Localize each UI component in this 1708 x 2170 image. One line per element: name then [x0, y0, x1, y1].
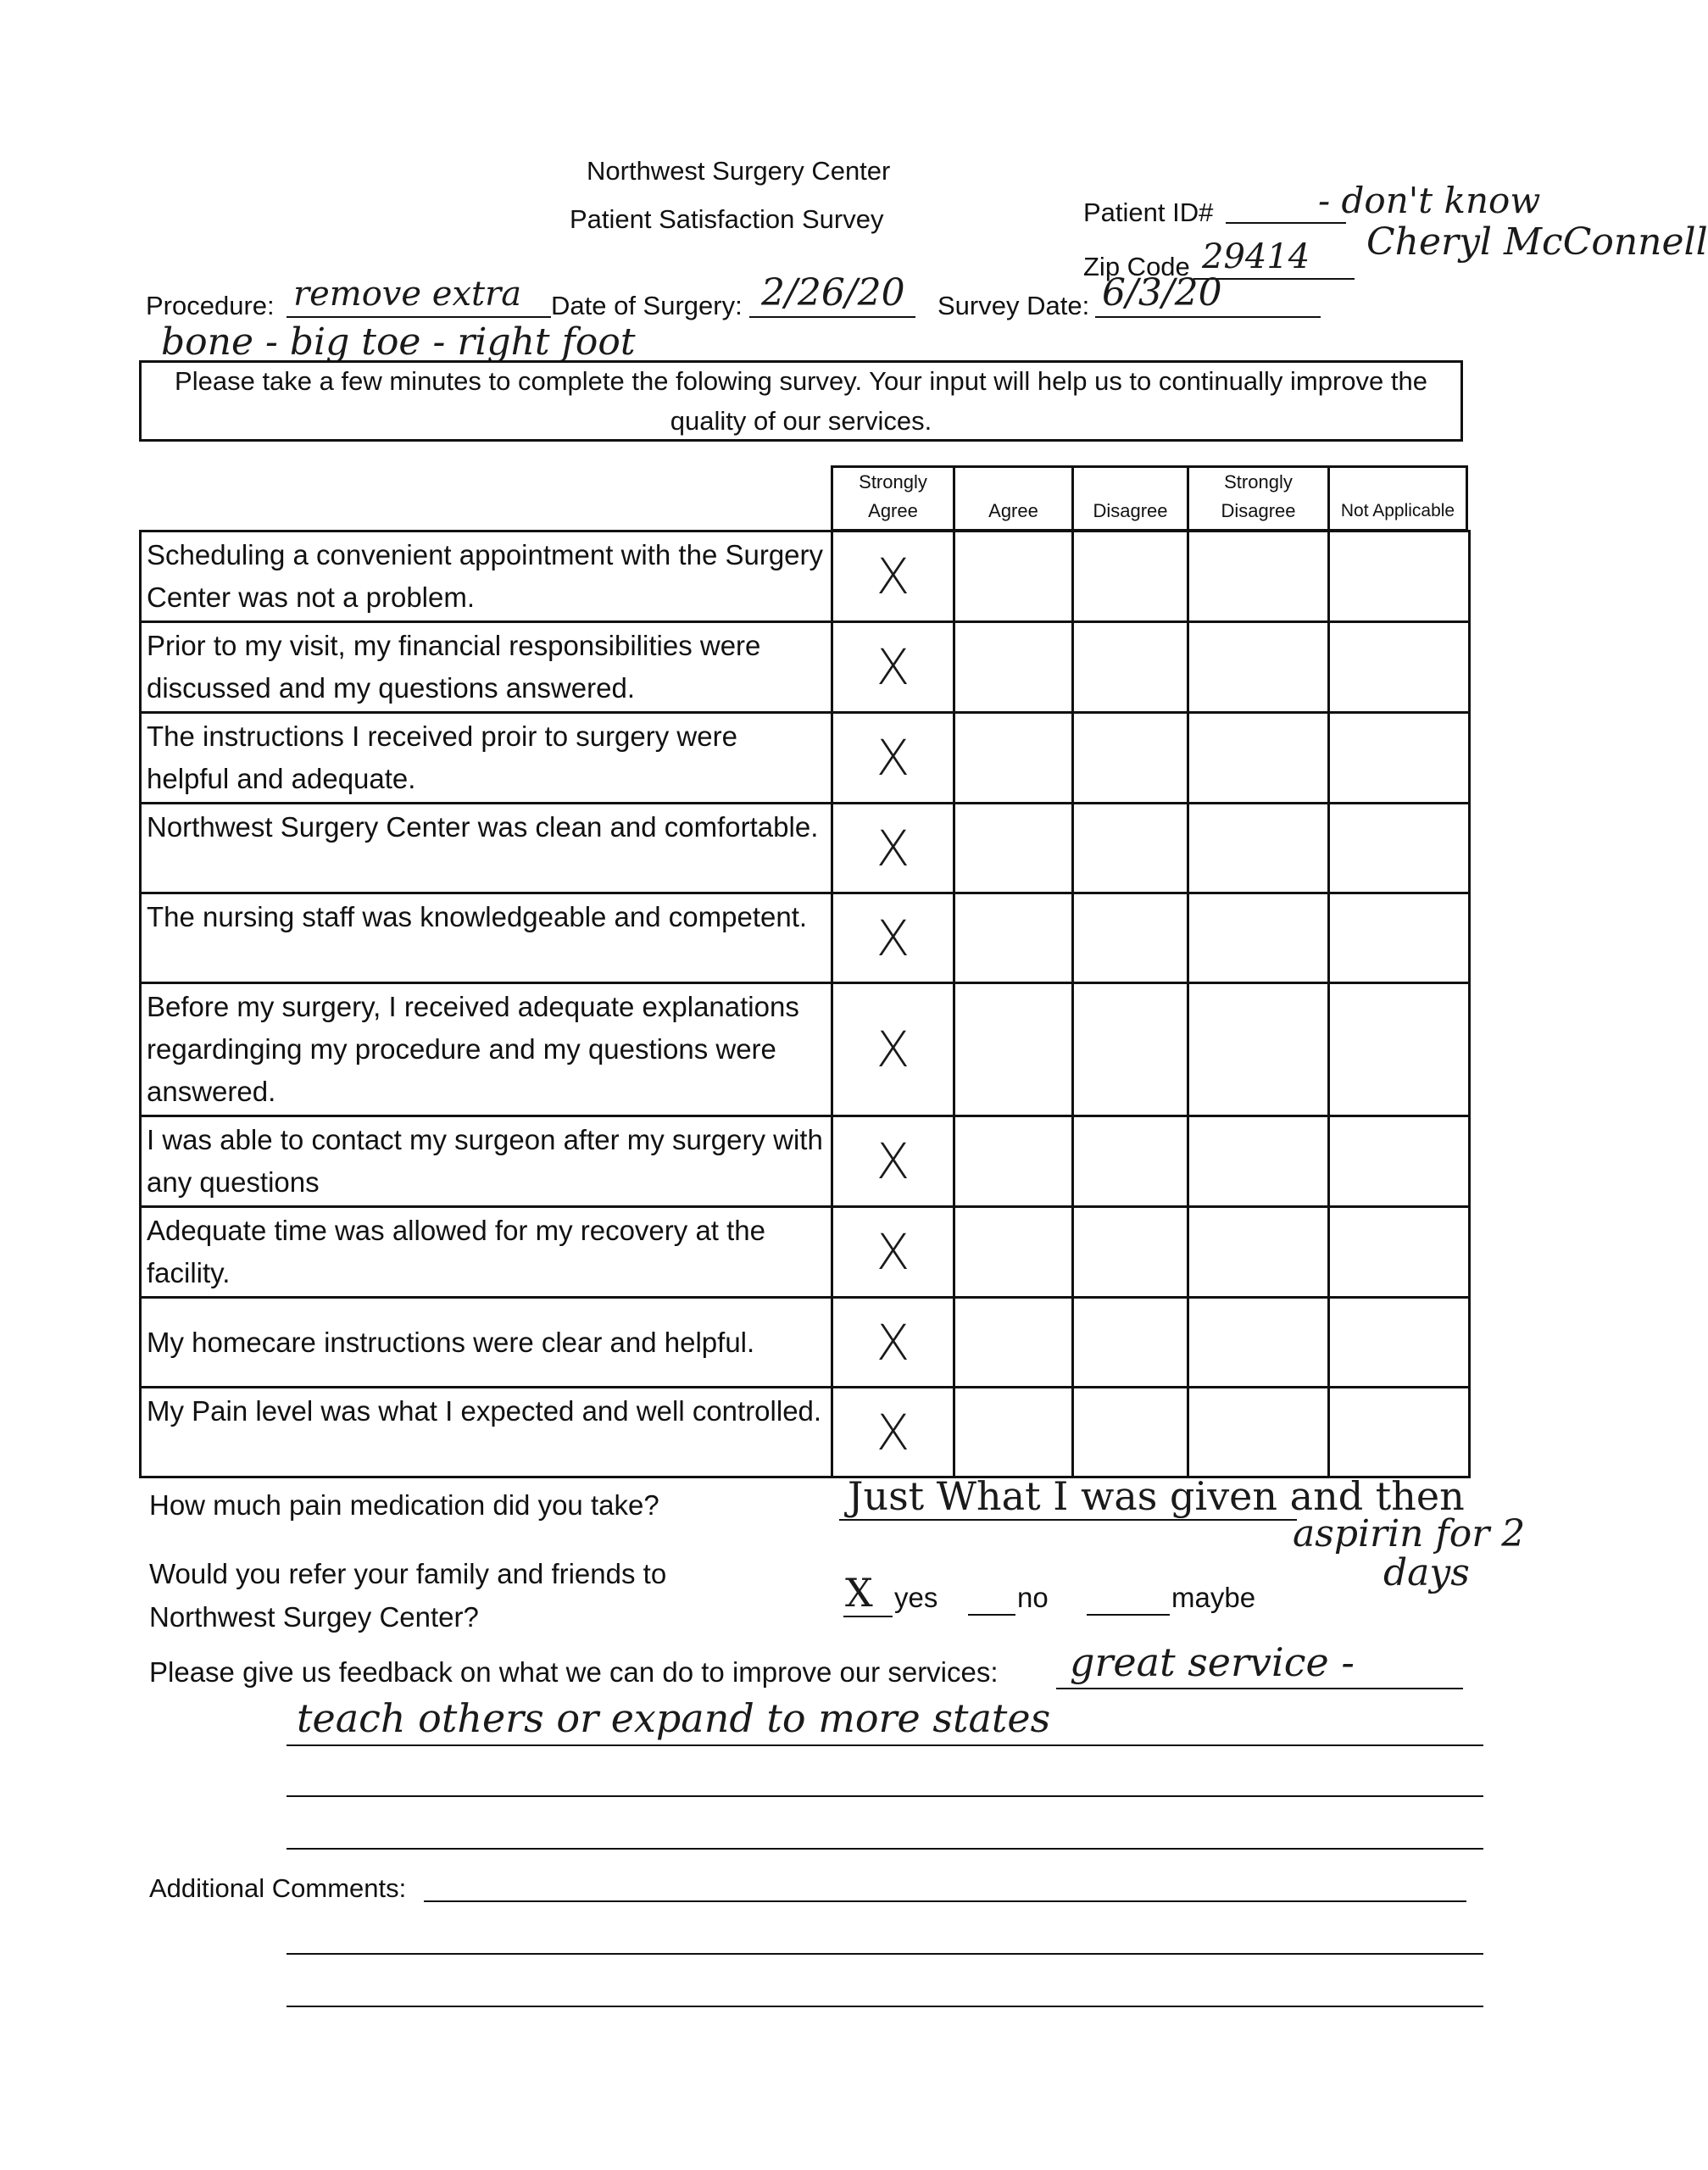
org-name: Northwest Surgery Center	[587, 156, 891, 186]
survey-table	[139, 530, 1471, 1478]
rating-strongly-agree-cell[interactable]: X	[832, 622, 954, 713]
pain-medication-answer-line2[interactable]: aspirin for 2	[1293, 1512, 1526, 1555]
rating-strongly-disagree-cell[interactable]	[1188, 1388, 1329, 1477]
rating-not-applicable-cell[interactable]	[1329, 893, 1470, 983]
col-strongly-disagree-line1: Strongly	[1224, 471, 1293, 492]
col-agree-label: Agree	[988, 500, 1038, 521]
col-strongly-agree	[831, 465, 953, 531]
question-text: The nursing staff was knowledgeable and competent.	[141, 893, 832, 983]
rating-strongly-agree-cell[interactable]: X	[832, 804, 954, 893]
rating-disagree-cell[interactable]	[1073, 531, 1188, 622]
referral-maybe-blank[interactable]	[1087, 1614, 1170, 1616]
rating-not-applicable-cell[interactable]	[1329, 804, 1470, 893]
feedback-answer-line2[interactable]: teach others or expand to more states	[297, 1695, 1051, 1741]
zip-code-label: Zip Code	[1083, 252, 1190, 281]
rating-not-applicable-cell[interactable]	[1329, 983, 1470, 1116]
rating-not-applicable-cell[interactable]	[1329, 1207, 1470, 1298]
rating-agree-cell[interactable]	[954, 1298, 1073, 1388]
rating-agree-cell[interactable]	[954, 1388, 1073, 1477]
survey-row	[141, 804, 1470, 893]
rating-strongly-disagree-cell[interactable]	[1188, 804, 1329, 893]
rating-strongly-agree-cell[interactable]: X	[832, 893, 954, 983]
col-disagree-label: Disagree	[1093, 500, 1168, 521]
rating-agree-cell[interactable]	[954, 713, 1073, 804]
procedure-label: Procedure:	[146, 291, 275, 320]
survey-date-label: Survey Date:	[937, 291, 1090, 320]
rating-disagree-cell[interactable]	[1073, 983, 1188, 1116]
rating-strongly-disagree-cell[interactable]	[1188, 713, 1329, 804]
rating-disagree-cell[interactable]	[1073, 1388, 1188, 1477]
rating-disagree-cell[interactable]	[1073, 893, 1188, 983]
col-strongly-agree-line2: Agree	[868, 500, 918, 521]
rating-not-applicable-cell[interactable]	[1329, 622, 1470, 713]
question-text: Prior to my visit, my financial responsibilities were discussed and my questions answered.	[141, 622, 832, 713]
survey-row	[141, 713, 1470, 804]
referral-yes-mark: X	[845, 1570, 873, 1616]
question-text: My homecare instructions were clear and helpful.	[141, 1298, 832, 1388]
rating-agree-cell[interactable]	[954, 804, 1073, 893]
survey-title: Patient Satisfaction Survey	[570, 204, 884, 234]
rating-strongly-disagree-cell[interactable]	[1188, 1298, 1329, 1388]
survey-row	[141, 622, 1470, 713]
additional-comments-line-1[interactable]	[424, 1900, 1466, 1902]
rating-strongly-agree-cell[interactable]: X	[832, 713, 954, 804]
procedure-value-line2[interactable]: bone - big toe - right foot	[161, 320, 636, 364]
referral-option-no[interactable]: no	[1017, 1582, 1049, 1613]
referral-no-blank[interactable]	[968, 1614, 1015, 1616]
rating-disagree-cell[interactable]	[1073, 1116, 1188, 1207]
rating-not-applicable-cell[interactable]	[1329, 531, 1470, 622]
rating-disagree-cell[interactable]	[1073, 1298, 1188, 1388]
feedback-line-0	[1056, 1688, 1463, 1689]
col-agree	[953, 465, 1071, 531]
rating-not-applicable-cell[interactable]	[1329, 713, 1470, 804]
rating-strongly-disagree-cell[interactable]	[1188, 983, 1329, 1116]
additional-comments-label: Additional Comments:	[149, 1873, 407, 1903]
rating-agree-cell[interactable]	[954, 1207, 1073, 1298]
procedure-value-line1[interactable]: remove extra	[293, 275, 522, 314]
rating-strongly-agree-cell[interactable]: X	[832, 1116, 954, 1207]
patient-id-line	[1226, 222, 1346, 224]
rating-not-applicable-cell[interactable]	[1329, 1388, 1470, 1477]
referral-yes-blank[interactable]	[843, 1570, 893, 1617]
col-disagree	[1071, 465, 1187, 531]
rating-strongly-disagree-cell[interactable]	[1188, 622, 1329, 713]
pain-medication-line	[839, 1519, 1297, 1521]
rating-not-applicable-cell[interactable]	[1329, 1298, 1470, 1388]
survey-row	[141, 1207, 1470, 1298]
rating-disagree-cell[interactable]	[1073, 622, 1188, 713]
rating-strongly-disagree-cell[interactable]	[1188, 1116, 1329, 1207]
rating-strongly-agree-cell[interactable]: X	[832, 1207, 954, 1298]
rating-strongly-agree-cell[interactable]: X	[832, 983, 954, 1116]
feedback-question: Please give us feedback on what we can do to improve our services:	[149, 1656, 999, 1688]
surgery-date-value[interactable]: 2/26/20	[761, 271, 905, 314]
survey-row	[141, 1116, 1470, 1207]
survey-row	[141, 1298, 1470, 1388]
pain-medication-answer-line3[interactable]: days	[1383, 1551, 1470, 1594]
pain-medication-question: How much pain medication did you take?	[149, 1489, 659, 1521]
rating-strongly-agree-cell[interactable]: X	[832, 1298, 954, 1388]
feedback-line-1	[287, 1744, 1483, 1746]
pain-medication-answer-line1[interactable]: Just What I was given and then	[848, 1473, 1465, 1519]
question-text: Northwest Surgery Center was clean and comfortable.	[141, 804, 832, 893]
feedback-line-2[interactable]	[287, 1795, 1483, 1797]
question-text: Adequate time was allowed for my recovery at the facility.	[141, 1207, 832, 1298]
rating-strongly-disagree-cell[interactable]	[1188, 531, 1329, 622]
referral-option-maybe[interactable]: maybe	[1171, 1582, 1256, 1613]
question-text: Before my surgery, I received adequate explanations regardinging my procedure and my questions were answered.	[141, 983, 832, 1116]
zip-code-value[interactable]: 29414	[1202, 237, 1310, 276]
rating-agree-cell[interactable]	[954, 893, 1073, 983]
referral-question-line2: Northwest Surgey Center?	[149, 1601, 479, 1633]
question-text: The instructions I received proir to surgery were helpful and adequate.	[141, 713, 832, 804]
question-text: My Pain level was what I expected and well controlled.	[141, 1388, 832, 1477]
referral-option-yes[interactable]: yes	[894, 1582, 938, 1613]
feedback-answer-line1[interactable]: great service -	[1070, 1639, 1355, 1685]
rating-agree-cell[interactable]	[954, 983, 1073, 1116]
surgery-date-label: Date of Surgery:	[551, 291, 743, 320]
col-strongly-disagree-line2: Disagree	[1221, 500, 1296, 521]
patient-name[interactable]: Cheryl McConnell	[1366, 220, 1708, 264]
survey-row	[141, 531, 1470, 622]
instructions-box: Please take a few minutes to complete the folowing survey. Your input will help us to continually improve the quality of our services.	[139, 360, 1463, 442]
referral-question-line1: Would you refer your family and friends to	[149, 1558, 667, 1589]
surgery-date-line	[749, 316, 915, 318]
rating-agree-cell[interactable]	[954, 1116, 1073, 1207]
survey-row	[141, 1388, 1470, 1477]
rating-header-row	[831, 465, 1468, 531]
survey-date-value[interactable]: 6/3/20	[1102, 271, 1222, 314]
rating-strongly-agree-cell[interactable]: X	[832, 1388, 954, 1477]
question-text: I was able to contact my surgeon after my surgery with any questions	[141, 1116, 832, 1207]
rating-strongly-disagree-cell[interactable]	[1188, 893, 1329, 983]
rating-agree-cell[interactable]	[954, 622, 1073, 713]
rating-strongly-disagree-cell[interactable]	[1188, 1207, 1329, 1298]
patient-id-value[interactable]: - don't know	[1318, 180, 1541, 221]
additional-comments-line-2[interactable]	[287, 1953, 1483, 1955]
rating-agree-cell[interactable]	[954, 531, 1073, 622]
rating-disagree-cell[interactable]	[1073, 1207, 1188, 1298]
rating-strongly-agree-cell[interactable]: X	[832, 531, 954, 622]
feedback-line-3[interactable]	[287, 1848, 1483, 1850]
patient-id-label: Patient ID#	[1083, 198, 1214, 227]
survey-date-line	[1095, 316, 1321, 318]
col-not-applicable	[1327, 465, 1468, 531]
col-not-applicable-label: Not Applicable	[1340, 501, 1455, 520]
rating-disagree-cell[interactable]	[1073, 713, 1188, 804]
survey-row	[141, 893, 1470, 983]
question-text: Scheduling a convenient appointment with the Surgery Center was not a problem.	[141, 531, 832, 622]
col-strongly-agree-line1: Strongly	[859, 471, 927, 492]
survey-row	[141, 983, 1470, 1116]
additional-comments-line-3[interactable]	[287, 2006, 1483, 2007]
rating-not-applicable-cell[interactable]	[1329, 1116, 1470, 1207]
procedure-line	[287, 316, 551, 318]
col-strongly-disagree	[1187, 465, 1327, 531]
rating-disagree-cell[interactable]	[1073, 804, 1188, 893]
